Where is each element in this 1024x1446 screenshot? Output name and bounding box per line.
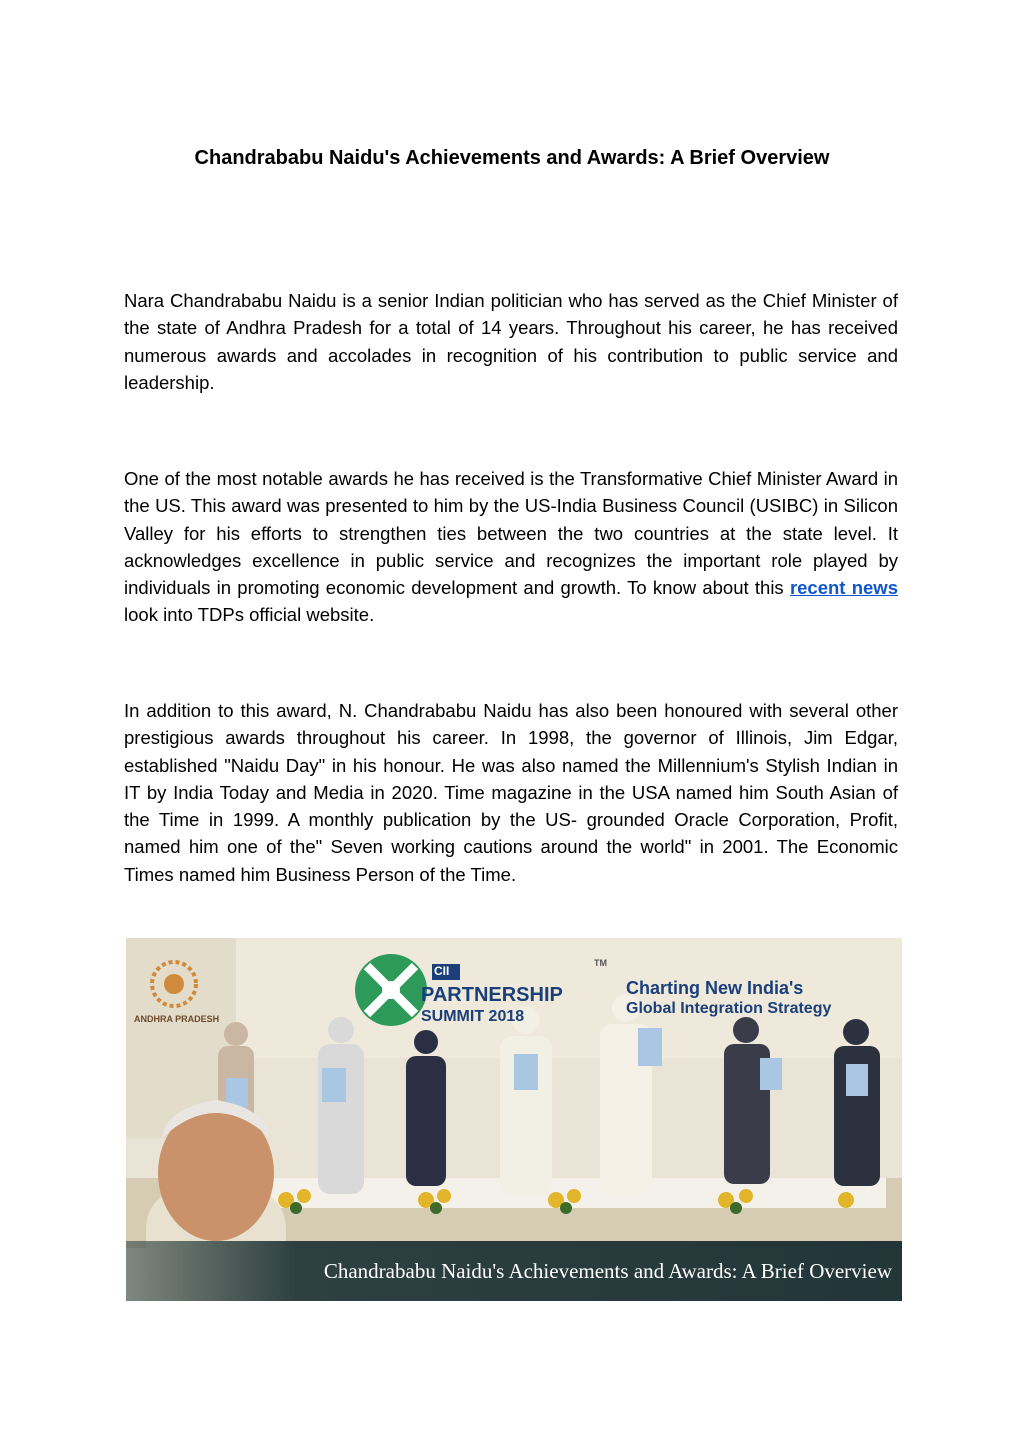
paragraph-intro: Nara Chandrababu Naidu is a senior Indian politician who has served as the Chief Minister of the state of Andhra Pradesh for a total of 14 years. Throughout his career, he has received numerous awards and accolades in recognition of his contribution to public service and leadership. — [124, 290, 898, 393]
andhra-label: ANDHRA PRADESH — [134, 1014, 220, 1024]
cii-logo-icon — [355, 954, 427, 1026]
recent-news-link[interactable]: recent news — [789, 577, 898, 599]
paragraph-other-awards: In addition to this award, N. Chandrababu Naidu has also been honoured with several other prestigious awards throughout his career. In 1998, the governor of Illinois, Jim Edgar, established "Naidu Day" in his honour. He was also named the Millennium's Stylish Indian in IT by India Today and Media in 2020. Time magazine in the USA named him South Asian of the Time in 1999. A monthly publication by the US- grounded Oracle Corporation, Profit, named him one of the" Seven working cautions around the world" in 2001. The Economic Times named him Business Person of the Time. — [124, 700, 898, 885]
summit-year: SUMMIT 2018 — [421, 1008, 525, 1025]
paragraph-text: look into TDPs official website. — [124, 604, 375, 626]
document-title: Chandrababu Naidu's Achievements and Awards: A Brief Overview — [194, 147, 830, 169]
cii-label: CII — [434, 964, 450, 978]
image-caption: Chandrababu Naidu's Achievements and Awards: A Brief Overview — [323, 1259, 892, 1283]
paragraph-transformative-award — [124, 465, 898, 629]
summit-title: PARTNERSHIP — [421, 984, 563, 1006]
slogan-line-2: Global Integration Strategy — [626, 1000, 832, 1017]
banner-image — [126, 938, 902, 1301]
slogan-line-1: Charting New India's — [626, 978, 804, 998]
paragraph-text: One of the most notable awards he has received is the Transformative Chief Minister Award in the US. This award was presented to him by the US-India Business Council (USIBC) in Silicon Valley for his efforts to strengthen ties between the two countries at the state level. It acknowledges excellence in public service and recognizes the important role played by individuals in promoting economic development and growth. To know about this — [124, 468, 898, 599]
trademark-label: TM — [594, 958, 607, 968]
